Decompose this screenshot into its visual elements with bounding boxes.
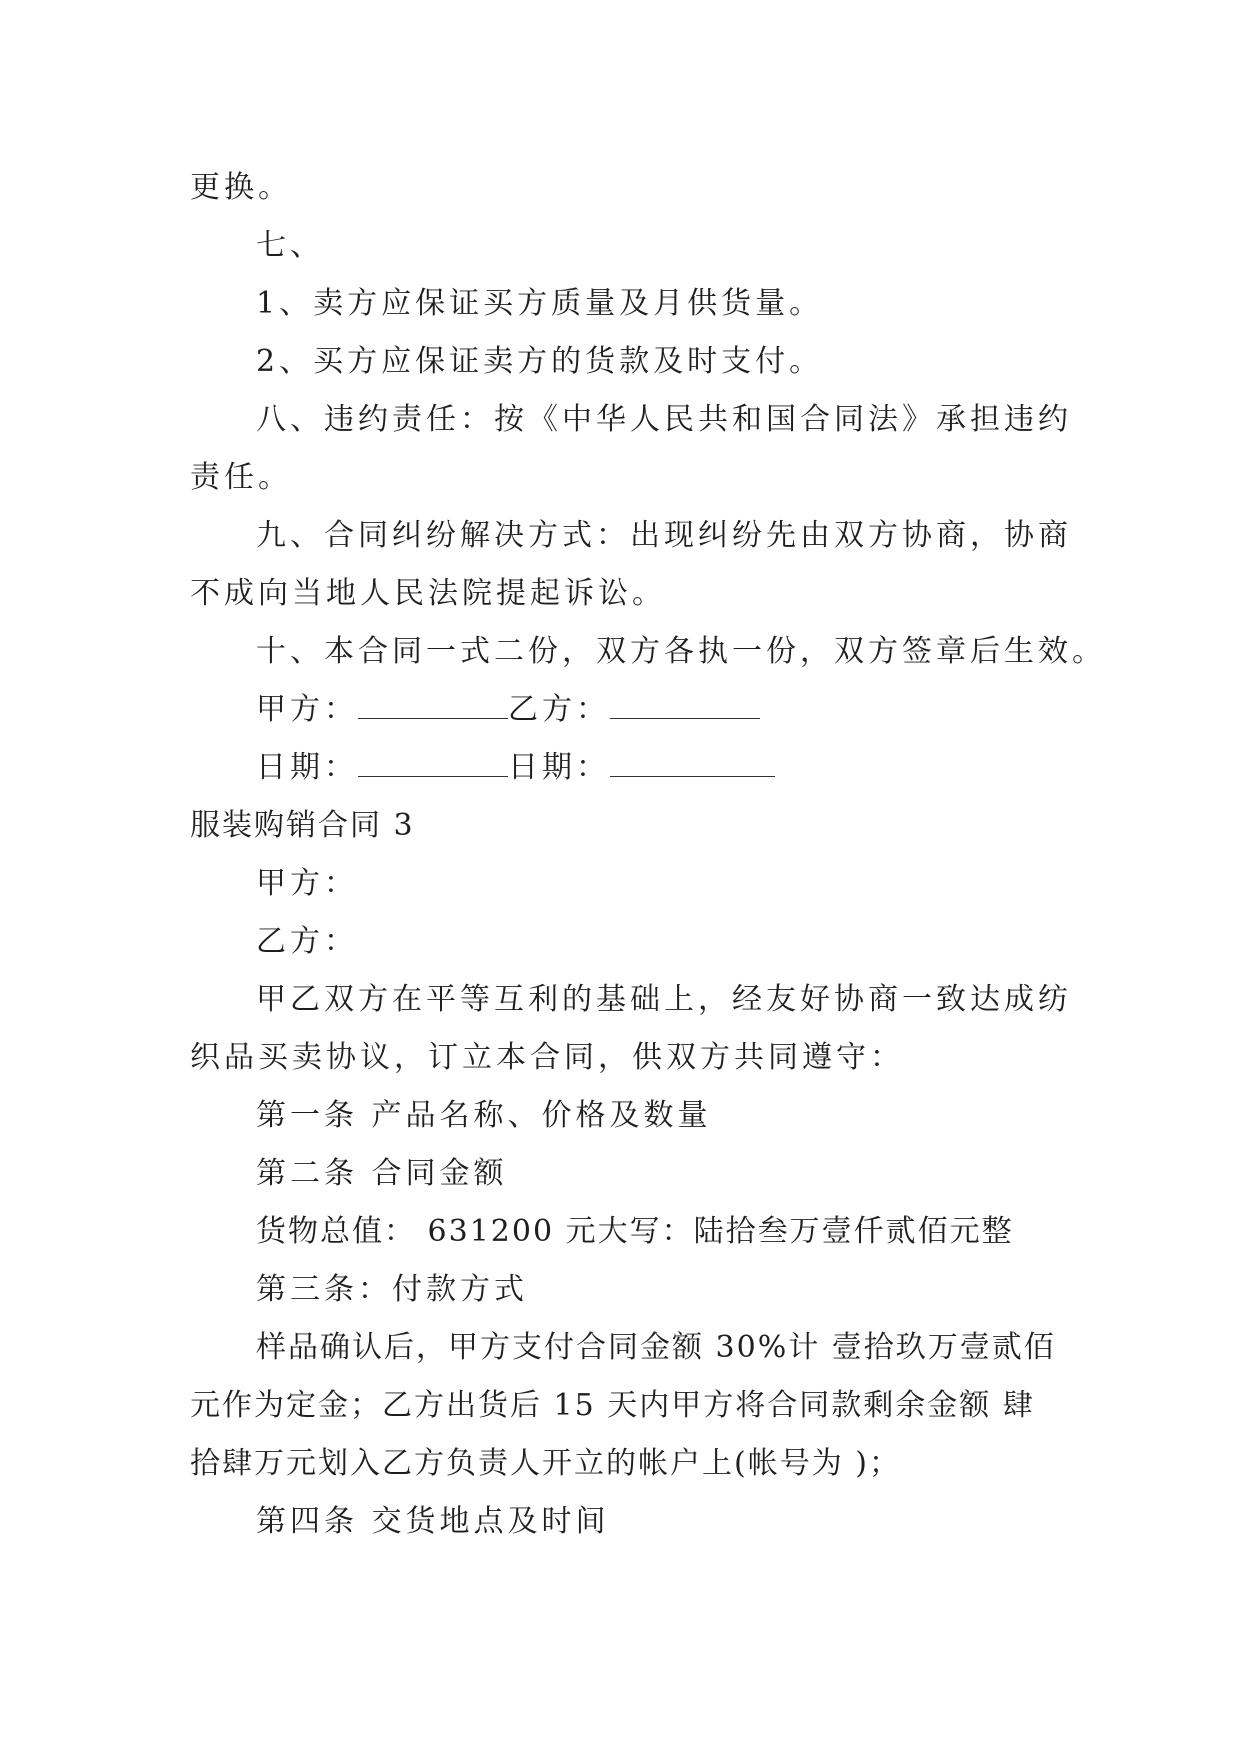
date-a-blank xyxy=(358,746,508,777)
contract-3-preamble: 甲乙双方在平等互利的基础上，经友好协商一致达成纺 xyxy=(256,982,1072,1017)
article-four: 第四条 交货地点及时间 xyxy=(256,1504,610,1539)
contract-3-title: 服装购销合同 3 xyxy=(190,808,415,843)
contract-3-party-b: 乙方： xyxy=(256,924,358,959)
clause-nine-cont: 不成向当地人民法院提起诉讼。 xyxy=(190,576,666,611)
signature-party-line xyxy=(190,681,1060,739)
article-two: 第二条 合同金额 xyxy=(256,1156,508,1191)
party-b-signature-blank xyxy=(610,688,760,719)
article-one: 第一条 产品名称、价格及数量 xyxy=(256,1098,712,1133)
clause-seven-item-2: 2、买方应保证卖方的货款及时支付。 xyxy=(256,344,824,379)
date-b-blank xyxy=(610,746,775,777)
text-line: 更换。 xyxy=(190,170,292,205)
document-body xyxy=(190,159,1106,1551)
party-b-label: 乙方： xyxy=(508,692,610,727)
total-value: 货物总值： 631200 元大写：陆拾叁万壹仟贰佰元整 xyxy=(256,1214,1014,1249)
contract-3-preamble-cont: 织品买卖协议，订立本合同，供双方共同遵守： xyxy=(190,1040,904,1075)
clause-nine: 九、合同纠纷解决方式：出现纠纷先由双方协商，协商 xyxy=(256,518,1072,553)
clause-eight: 八、违约责任：按《中华人民共和国合同法》承担违约 xyxy=(256,402,1072,437)
signature-date-line xyxy=(190,739,1060,797)
clause-seven-item-1: 1、卖方应保证买方质量及月供货量。 xyxy=(256,286,824,321)
contract-3-party-a: 甲方： xyxy=(256,866,358,901)
article-three: 第三条：付款方式 xyxy=(256,1272,528,1307)
clause-eight-cont: 责任。 xyxy=(190,460,292,495)
party-a-label: 甲方： xyxy=(256,692,358,727)
date-a-label: 日期： xyxy=(256,750,358,785)
clause-seven: 七、 xyxy=(256,228,324,263)
payment-terms: 样品确认后，甲方支付合同金额 30%计 壹拾玖万壹贰佰 xyxy=(256,1330,1056,1365)
payment-terms-cont-1: 元作为定金；乙方出货后 15 天内甲方将合同款剩余金额 肆 xyxy=(190,1388,1035,1423)
payment-terms-cont-2: 拾肆万元划入乙方负责人开立的帐户上(帐号为 )； xyxy=(190,1446,901,1481)
clause-ten: 十、本合同一式二份，双方各执一份，双方签章后生效。 xyxy=(256,634,1106,669)
date-b-label: 日期： xyxy=(508,750,610,785)
party-a-signature-blank xyxy=(358,688,508,719)
